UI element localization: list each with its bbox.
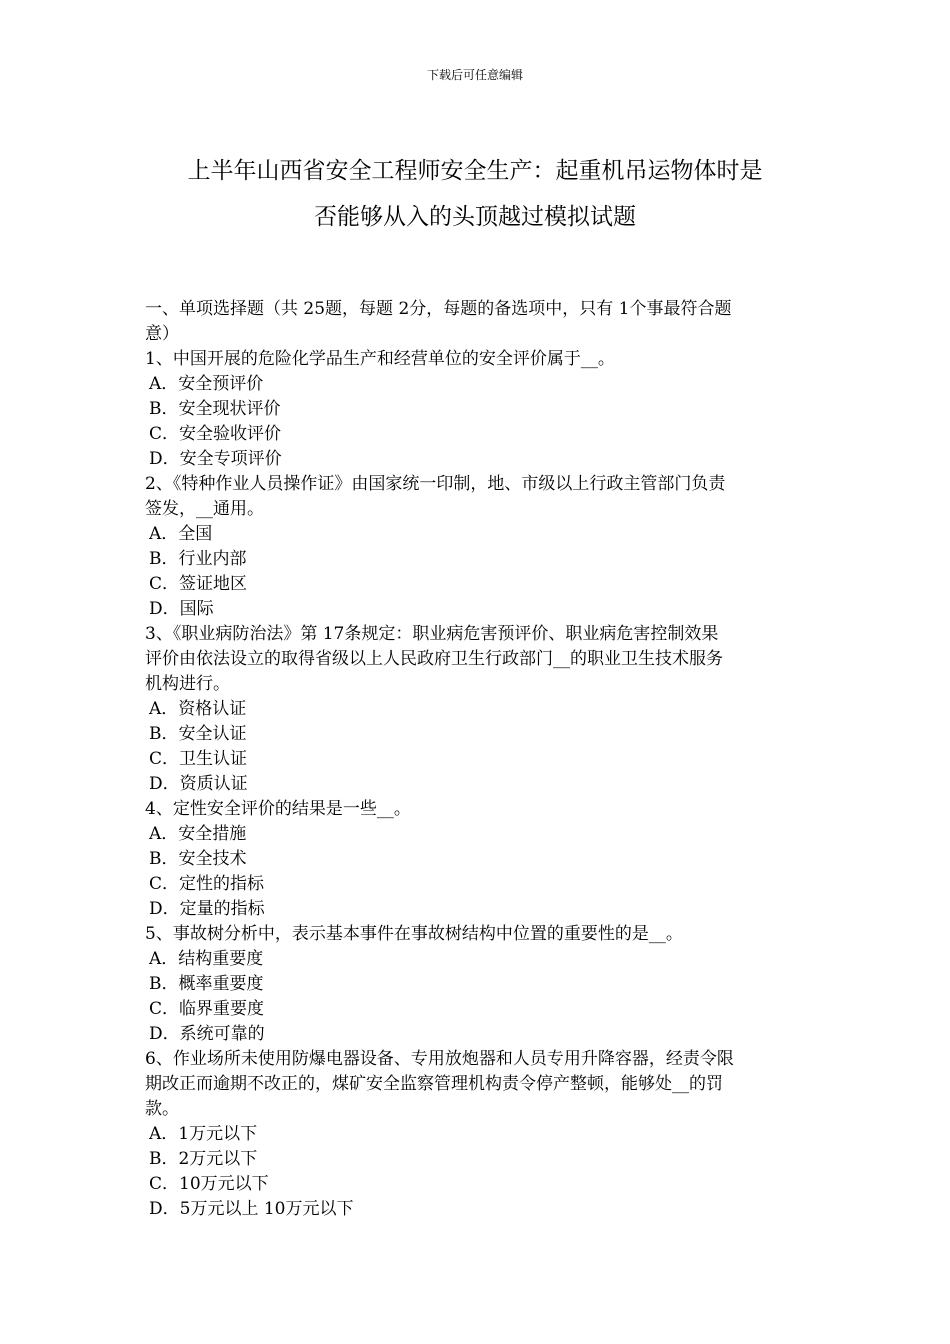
answer-option: A．结构重要度 <box>149 949 264 969</box>
answer-option: C．临界重要度 <box>149 999 265 1019</box>
question-text: 2、《特种作业人员操作证》由国家统一印制，地、市级以上行政主管部门负责 <box>145 474 726 494</box>
question-text: 评价由依法设立的取得省级以上人民政府卫生行政部门__的职业卫生技术服务 <box>145 649 723 669</box>
answer-option: A．安全预评价 <box>149 374 264 394</box>
question-text: 签发，__通用。 <box>145 499 264 519</box>
header-note: 下载后可任意编辑 <box>426 68 523 82</box>
section-heading: 意） <box>145 324 179 344</box>
question-text: 3、《职业病防治法》第 17条规定：职业病危害预评价、职业病危害控制效果 <box>145 624 719 644</box>
title-line: 上半年山西省安全工程师安全生产：起重机吊运物体时是 <box>187 158 763 184</box>
page-title <box>120 148 830 240</box>
section-heading: 一、单项选择题（共 25题，每题 2分，每题的备选项中，只有 1个事最符合题 <box>145 299 732 319</box>
question-text: 1、中国开展的危险化学品生产和经营单位的安全评价属于__。 <box>145 349 615 369</box>
question-text: 5、事故树分析中，表示基本事件在事故树结构中位置的重要性的是__。 <box>145 924 683 944</box>
question-text: 期改正而逾期不改正的，煤矿安全监察管理机构责令停产整顿，能够处__的罚 <box>145 1074 723 1094</box>
question-text: 6、作业场所未使用防爆电器设备、专用放炮器和人员专用升降容器，经责令限 <box>145 1049 734 1069</box>
answer-option: D．国际 <box>149 599 214 619</box>
answer-option: B．安全技术 <box>149 849 247 869</box>
answer-option: D．5万元以上 10万元以下 <box>149 1199 354 1219</box>
answer-option: A．安全措施 <box>149 824 247 844</box>
question-text: 机构进行。 <box>145 674 230 694</box>
answer-option: B．行业内部 <box>149 549 247 569</box>
document-body <box>145 297 810 1222</box>
answer-option: D．系统可靠的 <box>149 1024 265 1044</box>
title-line: 否能够从入的头顶越过模拟试题 <box>314 204 636 230</box>
answer-option: C．安全验收评价 <box>149 424 282 444</box>
answer-option: D．定量的指标 <box>149 899 265 919</box>
answer-option: C．卫生认证 <box>149 749 248 769</box>
answer-option: C．签证地区 <box>149 574 248 594</box>
answer-option: C．定性的指标 <box>149 874 265 894</box>
answer-option: B．安全认证 <box>149 724 247 744</box>
answer-option: B．2万元以下 <box>149 1149 258 1169</box>
answer-option: B．安全现状评价 <box>149 399 281 419</box>
question-text: 4、定性安全评价的结果是一些__。 <box>145 799 411 819</box>
answer-option: A．1万元以下 <box>149 1124 258 1144</box>
question-text: 款。 <box>145 1099 179 1119</box>
answer-option: A．全国 <box>149 524 213 544</box>
answer-option: A．资格认证 <box>149 699 247 719</box>
answer-option: D．安全专项评价 <box>149 449 282 469</box>
answer-option: B．概率重要度 <box>149 974 264 994</box>
answer-option: C．10万元以下 <box>149 1174 269 1194</box>
answer-option: D．资质认证 <box>149 774 248 794</box>
